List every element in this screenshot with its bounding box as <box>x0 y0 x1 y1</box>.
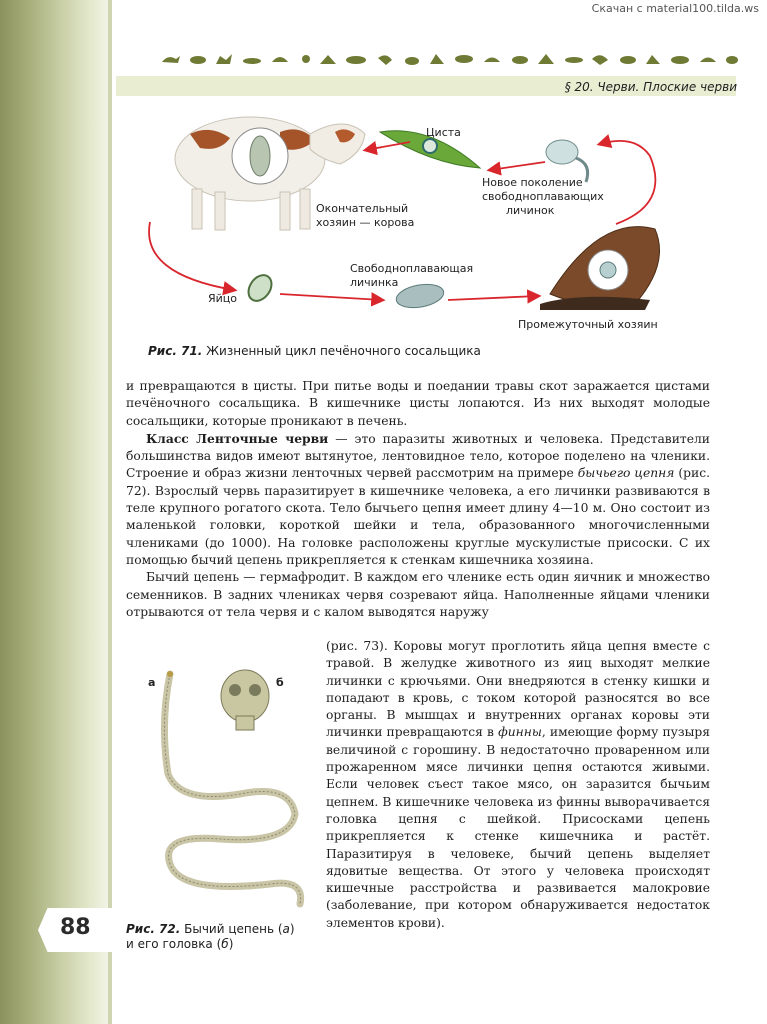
label-intermediate-host: Промежуточный хозяин <box>518 318 658 331</box>
figure-72-caption-text-1: Бычий цепень ( <box>180 922 283 936</box>
free-larva-illustration <box>394 281 445 311</box>
figure-71-caption <box>148 344 481 358</box>
label-free-larva-2: личинка <box>350 276 399 289</box>
label-free-larva-1: Свободноплавающая <box>350 262 474 275</box>
paragraph-finns-part-b: , имеющие форму пузыря величиной с горошину. В недостаточно проваренном или прожаренном мясе личинки цепня остаются живыми. Если человек съест такое мясо, он заразится бычьим цепнем. В кишечнике человека из финны выворачивается головка цепня с шейкой. Присосками цепень прикрепляется к стенке кишечника и растёт. Паразитируя в человеке, бычий цепень выделяет ядовитые вещества. От этого у человека происходят кишечные расстройства и развивается малокровие (заболевание, при котором обнаруживается недостаток элементов крови). <box>326 725 711 930</box>
figure-72-caption-text-4: ) <box>228 937 234 951</box>
figure-72-tapeworm <box>120 664 310 914</box>
paragraph-hermaphrodite: Бычий цепень — гермафродит. В каждом его членике есть один яичник и множество семенников. В задних члениках червя созревают яйца. Наполненные яйцами членики отрываются от тела червя и с калом выводятся наружу <box>126 570 710 619</box>
label-egg: Яйцо <box>208 292 238 305</box>
figure-72-caption-text-2: ) <box>289 922 295 936</box>
body-text-right-column <box>326 638 710 932</box>
label-new-generation-1: Новое поколение <box>482 176 583 189</box>
animal-silhouettes-decoration <box>160 50 740 68</box>
figure-72-caption-b: б <box>221 937 229 951</box>
term-tapeworms-class: Класс Ленточные черви <box>146 430 329 446</box>
section-title: § 20. Черви. Плоские черви <box>564 80 737 94</box>
figure-71-caption-text: Жизненный цикл печёночного сосальщика <box>202 344 481 358</box>
paragraph-cysts: и превращаются в цисты. При питье воды и поедании травы скот заражается цистами печёночного сосальщика. В кишечнике цисты лопаются. Из них выходят молодые сосальщики, которые проникают в печень. <box>126 379 710 428</box>
label-new-generation-2: свободноплавающих <box>482 190 604 203</box>
body-text-full-width <box>126 378 710 621</box>
page-number: 88 <box>60 915 91 940</box>
label-cyst: Циста <box>426 126 461 139</box>
paragraph-tapeworms-part-a: — это паразиты животных и человека. Представители большинства видов имеют вытянутое, лентовидное тело, которое поделено на членики. Строение и образ жизни ленточных червей рассмотрим на примере <box>126 431 710 481</box>
figure-72-caption-a: а <box>282 922 290 936</box>
label-new-generation-3: личинок <box>506 204 555 217</box>
label-final-host-2: хозяин — корова <box>316 216 415 229</box>
life-cycle-illustration <box>130 104 710 344</box>
figure-72-label-a: а <box>148 676 156 689</box>
snail-intermediate-host-illustration <box>540 227 660 310</box>
tapeworm-illustration <box>120 664 310 914</box>
paragraph-finns <box>326 638 710 932</box>
egg-illustration <box>244 271 276 305</box>
paragraph-tapeworms-part-b: (рис. 72). Взрослый червь паразитирует в кишечнике человека, а его личинки развиваются в теле крупного рогатого скота. Тело бычьего цепня имеет длину 4—10 м. Оно состоит из маленькой головки, короткой шейки и тела, образованного многочисленными члениками (до 1000). На головке расположены круглые мускулистые присоски. С их помощью бычий цепень прикрепляется к стенкам кишечника хозяина. <box>126 466 710 567</box>
page-margin-band <box>0 0 112 1024</box>
figure-72-caption-text-3: и его головка ( <box>126 937 222 951</box>
paragraph-finns-part-a: (рис. 73). Коровы могут проглотить яйца цепня вместе с травой. В желудке животного из яиц выходят мелкие личинки с крючьями. Они внедряются в стенку кишки и попадают в кровь, с током которой разносятся во все органы. В мышцах и внутренних органах коровы эти личинки превращаются в <box>326 639 710 740</box>
figure-72-label-b: б <box>276 676 284 689</box>
label-final-host-1: Окончательный <box>316 202 409 215</box>
figure-71-life-cycle <box>130 104 710 344</box>
figure-72-caption <box>126 922 316 952</box>
paragraph-tapeworms <box>126 430 710 569</box>
page-margin-edge <box>108 0 112 1024</box>
term-finns: финны <box>498 725 542 740</box>
watermark: Скачан с material100.tilda.ws <box>591 2 759 15</box>
figure-71-caption-label: Рис. 71. <box>148 344 203 358</box>
figure-72-caption-label: Рис. 72. <box>126 922 181 936</box>
tapeworm-head-illustration <box>221 670 269 730</box>
term-beef-tapeworm: бычьего цепня <box>577 466 675 481</box>
